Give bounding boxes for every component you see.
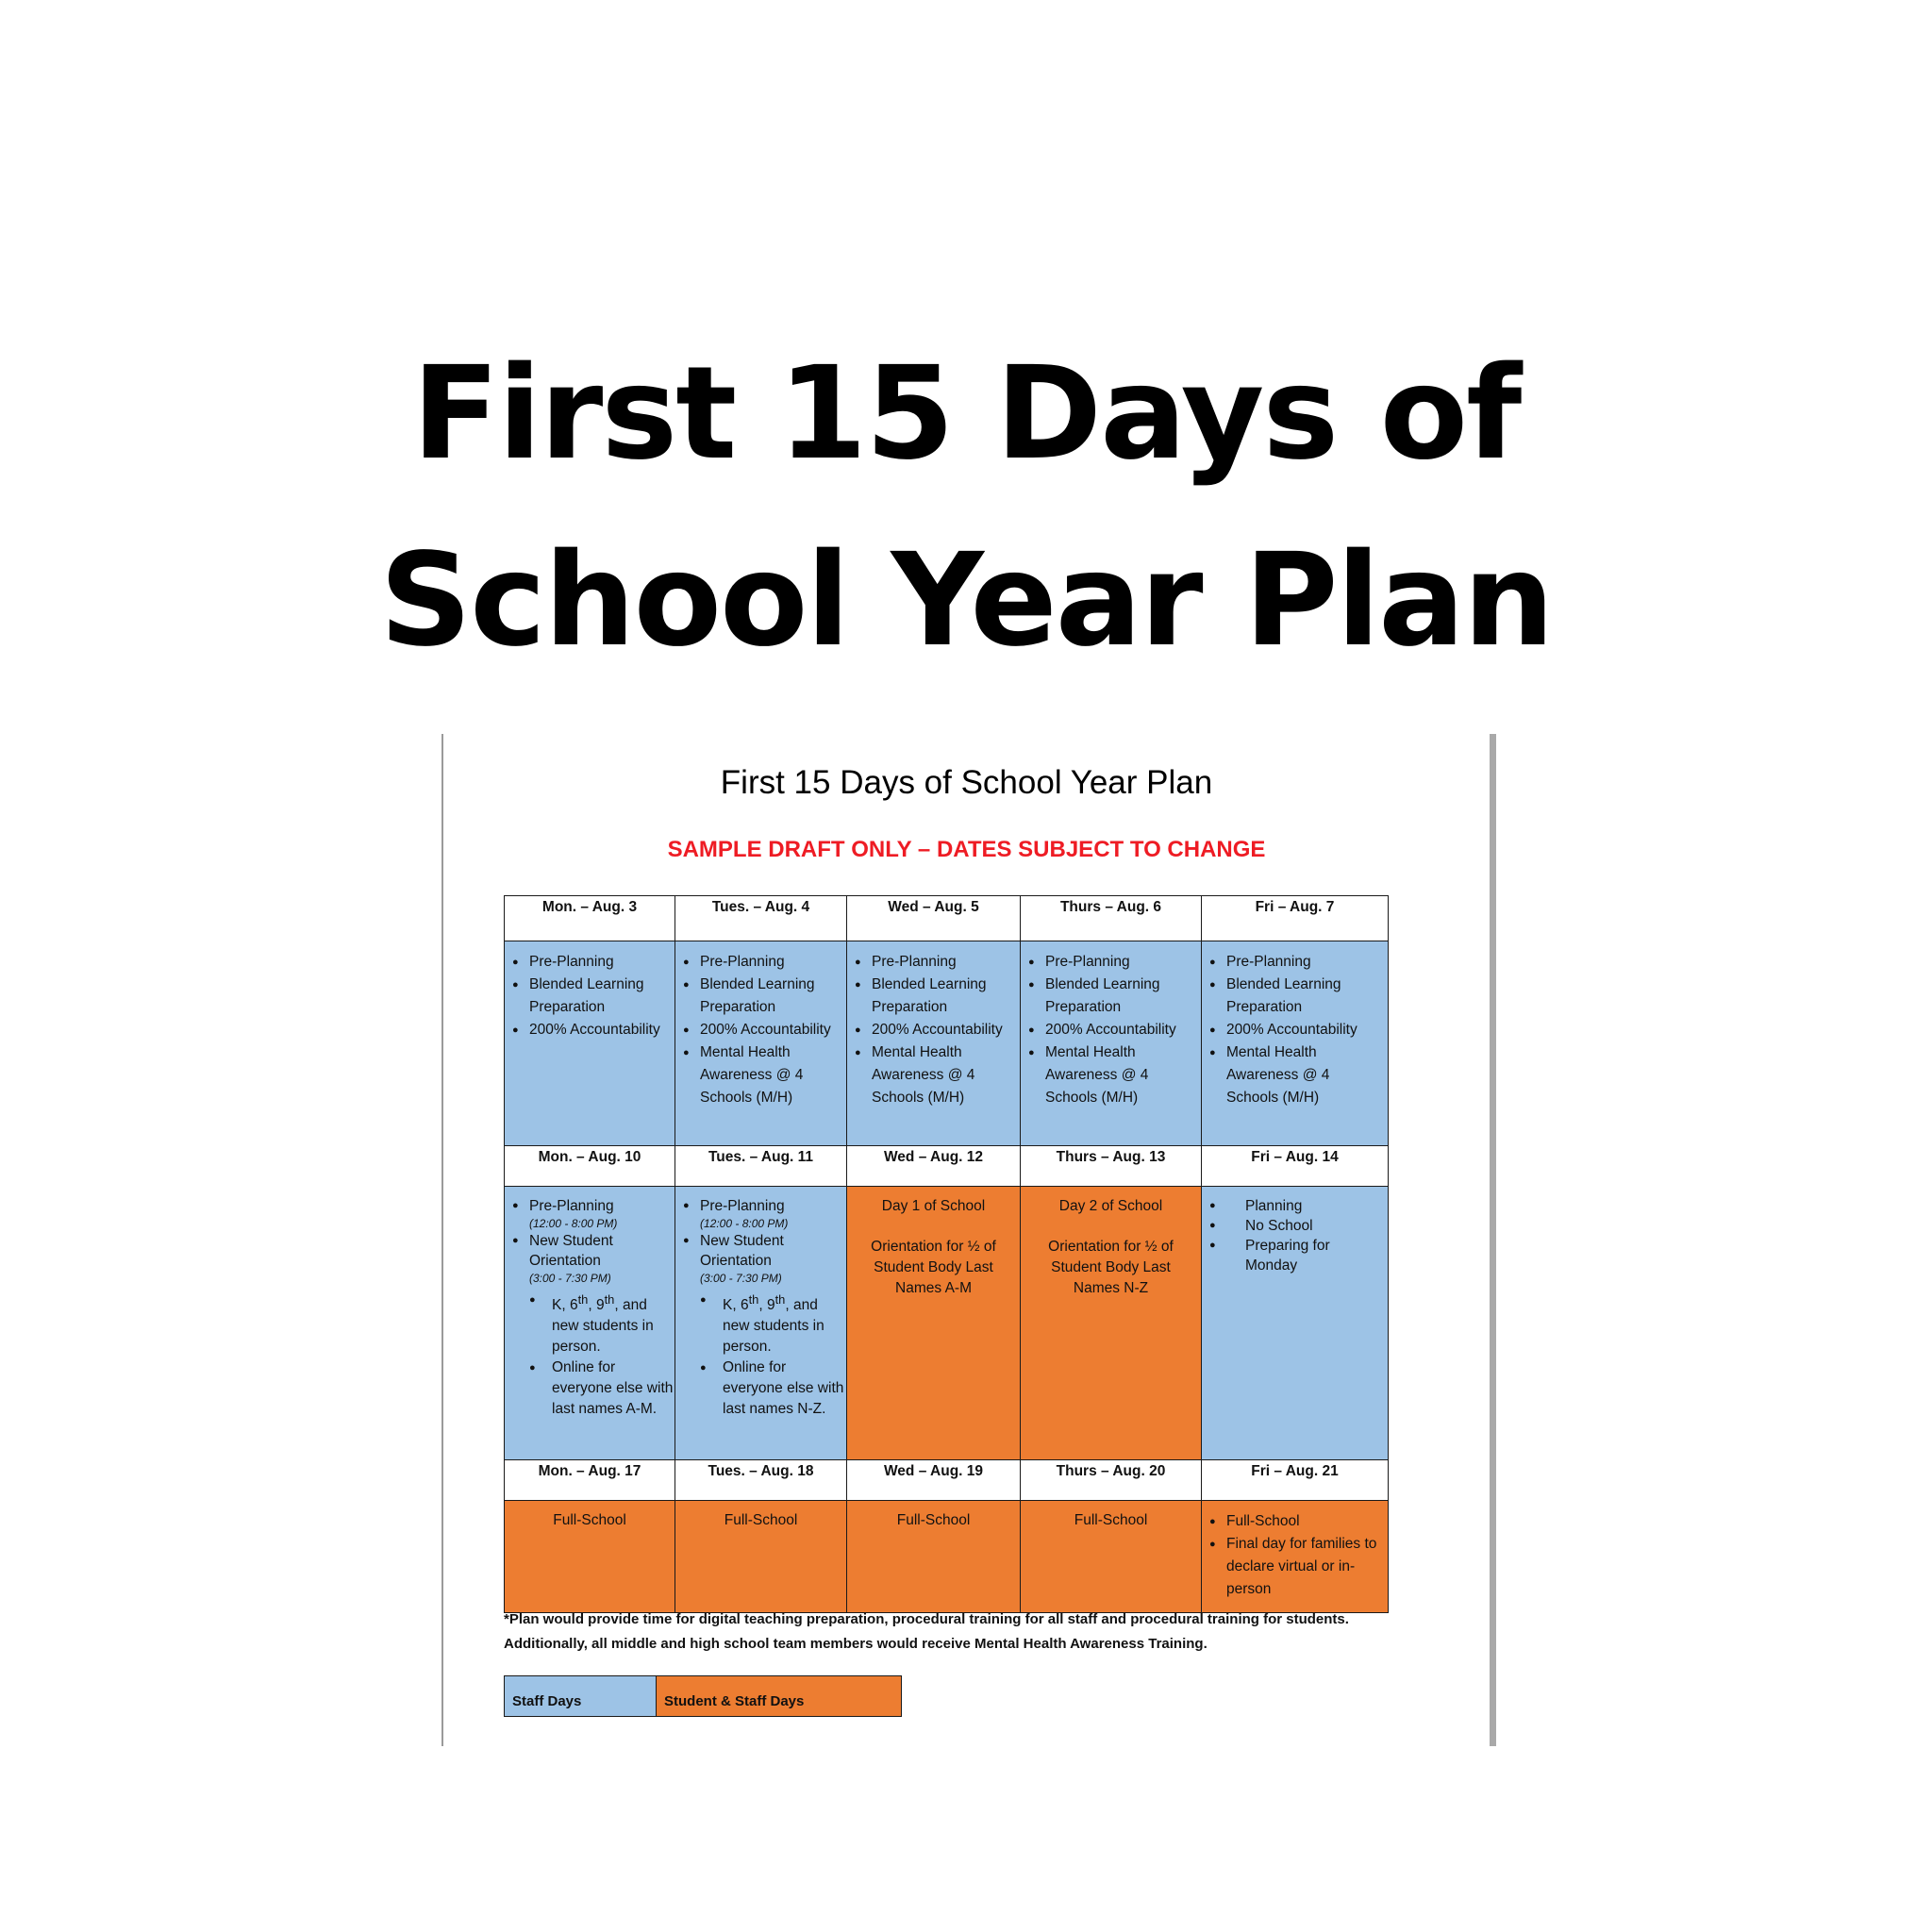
- bullet-item: ● Mental Health Awareness @ 4 Schools (M/H): [855, 1041, 1014, 1109]
- bullet-item: [683, 1196, 841, 1231]
- week-2-header-row: [505, 1146, 1389, 1187]
- day-header: Thurs – Aug. 6: [1021, 896, 1202, 941]
- day-header: Wed – Aug. 19: [847, 1460, 1021, 1501]
- bullet-item: ● Blended Learning Preparation: [855, 974, 1014, 1019]
- cell-line: Full-School: [553, 1512, 626, 1528]
- time-range: (12:00 - 8:00 PM): [700, 1217, 789, 1230]
- footnote-line-2: Additionally, all middle and high school team members would receive Mental Health Awareness Training.: [504, 1636, 1208, 1652]
- week-1-content-row: [505, 941, 1389, 1146]
- bullet-item: ● Pre-Planning: [683, 951, 841, 974]
- bullet-item: ● Pre-Planning: [1028, 951, 1195, 974]
- sub-bullet-item: ● Online for everyone else with last names N-Z.: [700, 1357, 846, 1420]
- footnote-line-1: *Plan would provide time for digital teaching preparation, procedural training for all staff and procedural training for students.: [504, 1611, 1349, 1627]
- bullet-item: ● Final day for families to declare virtual or in-person: [1209, 1533, 1382, 1601]
- bullet-item: ● Preparing for Monday: [1209, 1236, 1382, 1275]
- week-2-content-row: [505, 1187, 1389, 1460]
- day-header: Thurs – Aug. 13: [1021, 1146, 1202, 1187]
- day-cell-thu-aug-13: [1021, 1187, 1202, 1460]
- day-cell-mon-aug-17: [505, 1501, 675, 1613]
- cell-line: Orientation for ½ of Student Body Last Names A-M: [871, 1239, 996, 1296]
- poster-title: [0, 321, 1932, 694]
- bullet-item: ● Blended Learning Preparation: [683, 974, 841, 1019]
- document-right-edge: [1490, 734, 1496, 1746]
- legend-staff-days: Staff Days: [505, 1676, 657, 1717]
- day-header: Wed – Aug. 5: [847, 896, 1021, 941]
- day-cell-tue-aug-11: [675, 1187, 847, 1460]
- time-range: (12:00 - 8:00 PM): [529, 1217, 618, 1230]
- document-title: First 15 Days of School Year Plan: [720, 764, 1213, 801]
- day-cell-tue-aug-4: [675, 941, 847, 1146]
- day-cell-mon-aug-3: [505, 941, 675, 1146]
- bullet-item: ● Mental Health Awareness @ 4 Schools (M/H): [683, 1041, 841, 1109]
- day-cell-mon-aug-10: [505, 1187, 675, 1460]
- week-3-content-row: [505, 1501, 1389, 1613]
- document-subtitle: SAMPLE DRAFT ONLY – DATES SUBJECT TO CHANGE: [667, 837, 1266, 862]
- schedule-table: [504, 895, 1389, 1613]
- day-cell-wed-aug-19: [847, 1501, 1021, 1613]
- day-cell-wed-aug-5: [847, 941, 1021, 1146]
- bullet-item: [512, 1231, 669, 1286]
- week-3-header-row: [505, 1460, 1389, 1501]
- day-header: Mon. – Aug. 3: [505, 896, 675, 941]
- bullet-item: ● Pre-Planning: [1209, 951, 1382, 974]
- day-cell-fri-aug-7: [1202, 941, 1389, 1146]
- day-cell-wed-aug-12: [847, 1187, 1021, 1460]
- day-cell-thu-aug-20: [1021, 1501, 1202, 1613]
- day-cell-fri-aug-21: [1202, 1501, 1389, 1613]
- day-header: Wed – Aug. 12: [847, 1146, 1021, 1187]
- bullet-item: ● 200% Accountability: [683, 1019, 841, 1041]
- bullet-item: ● 200% Accountability: [1028, 1019, 1195, 1041]
- bullet-item: [512, 1196, 669, 1231]
- bullet-item: ● No School: [1209, 1216, 1382, 1236]
- bullet-item: ● 200% Accountability: [512, 1019, 669, 1041]
- poster-title-line-2: School Year Plan: [379, 526, 1553, 675]
- day-header: Fri – Aug. 21: [1202, 1460, 1389, 1501]
- time-range: (3:00 - 7:30 PM): [529, 1272, 611, 1285]
- day-header: Thurs – Aug. 20: [1021, 1460, 1202, 1501]
- cell-line: Full-School: [1074, 1512, 1148, 1528]
- day-header: Mon. – Aug. 10: [505, 1146, 675, 1187]
- week-1-header-row: [505, 896, 1389, 941]
- day-header: Tues. – Aug. 11: [675, 1146, 847, 1187]
- bullet-item: ● Mental Health Awareness @ 4 Schools (M/H): [1209, 1041, 1382, 1109]
- bullet-item: ● Blended Learning Preparation: [512, 974, 669, 1019]
- day-header: Tues. – Aug. 18: [675, 1460, 847, 1501]
- cell-line: Full-School: [724, 1512, 798, 1528]
- bullet-item: ● Blended Learning Preparation: [1028, 974, 1195, 1019]
- cell-line: Orientation for ½ of Student Body Last Names N-Z: [1048, 1239, 1174, 1296]
- bullet-item: ● Full-School: [1209, 1510, 1382, 1533]
- time-range: (3:00 - 7:30 PM): [700, 1272, 782, 1285]
- item-label: Pre-Planning: [700, 1198, 785, 1214]
- sub-bullet-item: ● K, 6th, 9th, and new students in person.: [529, 1290, 675, 1357]
- legend-student-staff-days: Student & Staff Days: [657, 1676, 902, 1717]
- day-header: Mon. – Aug. 17: [505, 1460, 675, 1501]
- document-left-edge: [441, 734, 443, 1746]
- day-cell-thu-aug-6: [1021, 941, 1202, 1146]
- cell-line: Day 1 of School: [881, 1198, 986, 1214]
- day-header: Fri – Aug. 7: [1202, 896, 1389, 941]
- day-header: Fri – Aug. 14: [1202, 1146, 1389, 1187]
- bullet-item: ● Blended Learning Preparation: [1209, 974, 1382, 1019]
- footnote: [504, 1607, 1447, 1657]
- bullet-item: ● Pre-Planning: [855, 951, 1014, 974]
- day-header: Tues. – Aug. 4: [675, 896, 847, 941]
- cell-line: Day 2 of School: [1058, 1198, 1163, 1214]
- bullet-item: ● Planning: [1209, 1196, 1382, 1216]
- day-cell-tue-aug-18: [675, 1501, 847, 1613]
- bullet-item: [683, 1231, 841, 1286]
- legend: [504, 1675, 902, 1717]
- bullet-item: ● Pre-Planning: [512, 951, 669, 974]
- poster-title-line-1: First 15 Days of: [411, 340, 1521, 489]
- item-label: Pre-Planning: [529, 1198, 614, 1214]
- bullet-item: ● Mental Health Awareness @ 4 Schools (M/H): [1028, 1041, 1195, 1109]
- item-label: New Student Orientation: [700, 1233, 784, 1269]
- bullet-item: ● 200% Accountability: [855, 1019, 1014, 1041]
- day-cell-fri-aug-14: [1202, 1187, 1389, 1460]
- item-label: New Student Orientation: [529, 1233, 613, 1269]
- sub-bullet-item: ● K, 6th, 9th, and new students in person.: [700, 1290, 846, 1357]
- sub-bullet-item: ● Online for everyone else with last names A-M.: [529, 1357, 675, 1420]
- cell-line: Full-School: [896, 1512, 971, 1528]
- bullet-item: ● 200% Accountability: [1209, 1019, 1382, 1041]
